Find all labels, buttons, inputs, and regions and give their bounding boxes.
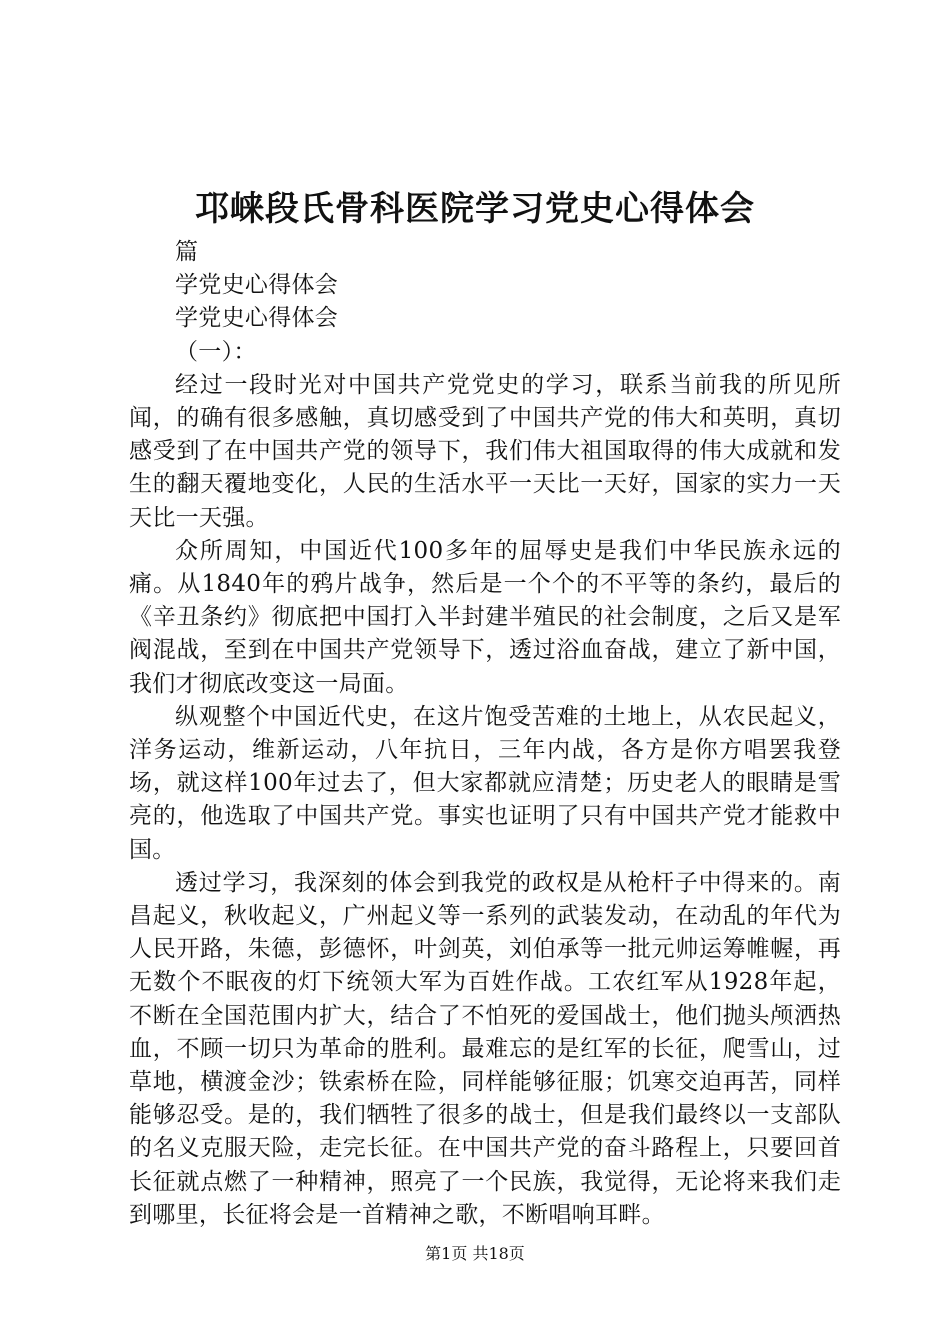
heading-line: 学党史心得体会	[175, 272, 339, 299]
document-body	[129, 236, 841, 1232]
heading-line: 学党史心得体会	[175, 305, 339, 332]
paragraph: 纵观整个中国近代史，在这片饱受苦难的土地上，从农民起义，洋务运动，维新运动，八年抗日，三年内战，各方是你方唱罢我登场，就这样100年过去了，但大家都就应清楚；历史老人的眼睛是雪亮的，他选取了中国共产党。事实也证明了只有中国共产党才能救中国。	[129, 703, 841, 863]
page-footer: 第1页 共18页	[425, 1244, 525, 1263]
heading-line: 篇	[175, 239, 199, 265]
heading-line: （一）：	[175, 338, 257, 365]
paragraph: 透过学习，我深刻的体会到我党的政权是从枪杆子中得来的。南昌起义，秋收起义，广州起义等一系列的武装发动，在动乱的年代为人民开路，朱德，彭德怀，叶剑英，刘伯承等一批元帅运筹帷幄，再无数个不眠夜的灯下统领大军为百姓作战。工农红军从1928年起，不断在全国范围内扩大，结合了不怕死的爱国战士，他们抛头颅洒热血，不顾一切只为革命的胜利。最难忘的是红军的长征，爬雪山，过草地，横渡金沙；铁索桥在险，同样能够征服；饥寒交迫再苦，同样能够忍受。是的，我们牺牲了很多的战士，但是我们最终以一支部队的名义克服天险，走完长征。在中国共产党的奋斗路程上，只要回首长征就点燃了一种精神，照亮了一个民族，我觉得，无论将来我们走到哪里，长征将会是一首精神之歌，不断唱响耳畔。	[129, 869, 841, 1228]
paragraph: 经过一段时光对中国共产党党史的学习，联系当前我的所见所闻，的确有很多感触，真切感受到了中国共产党的伟大和英明，真切感受到了在中国共产党的领导下，我们伟大祖国取得的伟大成就和发生的翻天覆地变化，人民的生活水平一天比一天好，国家的实力一天天比一天强。	[129, 371, 841, 531]
paragraph: 众所周知，中国近代100多年的屈辱史是我们中华民族永远的痛。从1840年的鸦片战争，然后是一个个的不平等的条约，最后的《辛丑条约》彻底把中国打入半封建半殖民的社会制度，之后又是军阀混战，至到在中国共产党领导下，透过浴血奋战，建立了新中国，我们才彻底改变这一局面。	[129, 537, 841, 697]
document-title: 邛崃段氏骨科医院学习党史心得体会	[195, 189, 755, 229]
